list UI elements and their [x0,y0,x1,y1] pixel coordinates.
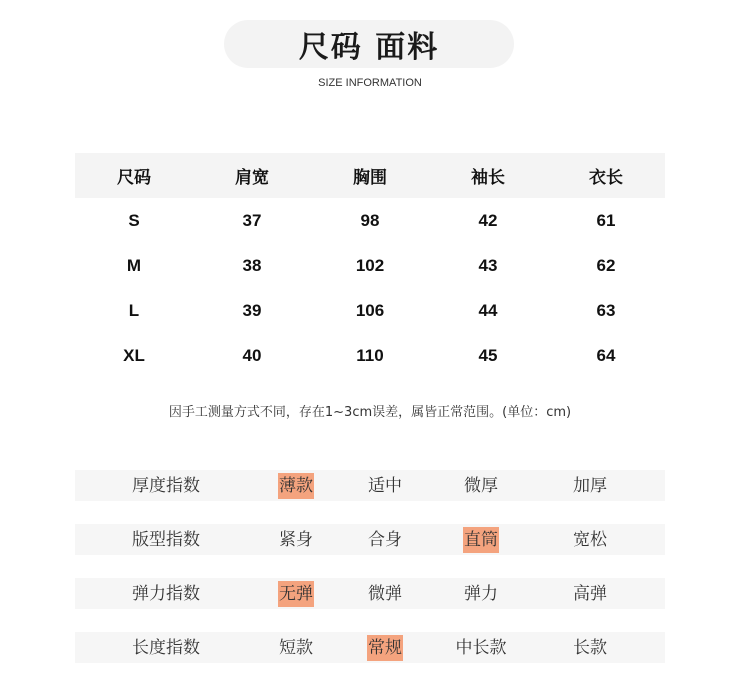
cell-size: S [128,210,140,230]
size-table [75,153,665,378]
index-option: 短款 [279,637,313,658]
cell-length: 61 [596,210,616,230]
page-subtitle: SIZE INFORMATION [318,77,422,89]
index-option: 弹力 [464,583,498,604]
cell-sleeve: 42 [478,210,498,230]
cell-length: 62 [596,255,616,275]
cell-size: M [126,255,142,275]
cell-sleeve: 43 [478,255,498,275]
index-option-selected: 常规 [367,635,403,661]
table-row [75,243,665,288]
index-row-fit [75,524,665,555]
index-option: 宽松 [573,529,607,550]
index-option: 合身 [368,529,402,550]
index-option: 高弹 [573,583,607,604]
cell-sleeve: 44 [478,300,498,320]
cell-chest: 102 [355,255,385,275]
header-size: 尺码 [117,168,151,188]
index-option: 加厚 [573,475,607,496]
table-row [75,333,665,378]
title-pill [224,20,514,68]
index-option-selected: 无弹 [278,581,314,607]
cell-shoulder: 39 [242,300,262,320]
measurement-note: 因手工测量方式不同，存在1~3cm误差，属皆正常范围。(单位：cm) [168,405,572,420]
page-title: 尺码 面料 [298,30,440,65]
index-option: 微弹 [368,583,402,604]
index-label: 弹力指数 [132,583,200,604]
cell-sleeve: 45 [478,345,498,365]
header-shoulder: 肩宽 [235,168,269,188]
index-row-elasticity [75,578,665,609]
index-option: 中长款 [455,637,507,658]
index-row-length [75,632,665,663]
index-option-selected: 直筒 [463,527,499,553]
header-length: 衣长 [589,168,623,188]
cell-chest: 106 [355,300,385,320]
cell-shoulder: 40 [242,345,262,365]
cell-size: XL [123,345,145,365]
index-option: 微厚 [464,475,498,496]
cell-chest: 98 [360,210,380,230]
index-label: 版型指数 [132,529,200,550]
size-table-header-row [75,153,665,198]
index-row-thickness [75,470,665,501]
index-option: 适中 [368,475,402,496]
cell-shoulder: 38 [242,255,262,275]
header-sleeve: 袖长 [471,168,505,188]
index-option-selected: 薄款 [278,473,314,499]
index-label: 长度指数 [132,637,200,658]
table-row [75,198,665,243]
index-option: 长款 [573,637,607,658]
cell-length: 63 [596,300,616,320]
cell-size: L [128,300,140,320]
index-option: 紧身 [279,529,313,550]
cell-chest: 110 [356,345,384,365]
header-chest: 胸围 [353,168,387,188]
table-row [75,288,665,333]
cell-length: 64 [596,345,616,365]
index-label: 厚度指数 [132,475,200,496]
cell-shoulder: 37 [242,210,262,230]
